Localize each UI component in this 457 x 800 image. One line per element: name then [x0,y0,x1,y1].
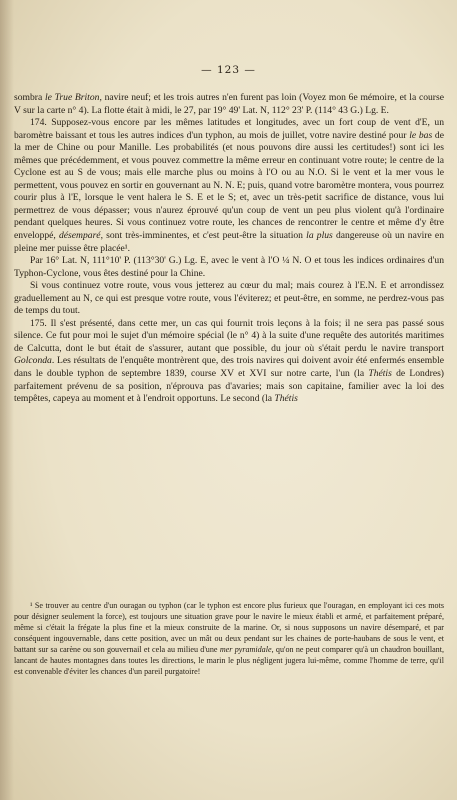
paragraph-1 [14,92,444,117]
italic-run: désemparé [59,230,101,242]
italic-run: Golconda [14,355,52,367]
text-run: de la mer de Chine ou pour Manille. Les probabilités (et nous pouvons dire aussi les certitudes!) sont ici les mêmes que précédemment, et vous pouvez commettre la même erreur en continuant votre route; le centre de la Cyclone est au S de vous; mais elle marche plus ou moins à l'O ou au N.O. Si le vent et la mer vous le permettent, vous pouvez en sortir en gouvernant au N. N. E; puis, quand votre baromètre montera, vous pourrez courir plus à l'E, lorsque le vent halera le S. E et le S; et, avec un très-petit sacrifice de distance, vous lui permettrez de vous dépasser; vous n'aurez éprouvé qu'un coup de vent un peu plus violent qu'à l'ordinaire pendant quelques heures. Si vous continuez votre route, les chances de rencontrer le centre et même d'y être enveloppé, [14,129,444,242]
footnote-area [14,600,444,677]
text-run: Si vous continuez votre route, vous vous jetterez au cœur du mal; mais courez à l'E.N. E et arrondissez graduellement au N, ce qui est presque votre route, vous l'éviterez; et peut-être, en somme, ne perdrez-vous pas de temps du tout. [14,280,444,317]
text-run: Par 16° Lat. N, 111°10' P. (113°30' G.) Lg. E, avec le vent à l'O ¼ N. O et tous les indices ordinaires d'un Typhon-Cyclone, vous êtes destiné pour la Chine. [14,255,444,279]
page-edge-shadow [0,0,14,800]
text-run: sombra [14,92,45,103]
paragraph-4 [14,280,444,318]
text-run: , sont très-imminentes, et c'est peut-être la situation [100,230,307,242]
text-run: , qu'on ne peut comparer qu'à un chaudron bouillant, lancant de hautes montagnes dans toutes les directions, le marin le plus négligent jugera lui-même, comme l'homme de terre, qu'il est convenable d'éviter les chances d'un pareil purgatoire! [14,645,444,677]
footnote-text [14,600,444,677]
paragraph-175 [14,318,444,406]
paragraph-3 [14,255,444,280]
footnote-1 [14,600,444,677]
text-run: ¹ Se trouver au centre d'un ouragan ou typhon (car le typhon est encore plus furieux que l'ouragan, en employant ici ces mots pour désigner seulement la force), est toujours une situation grave pour le navire le mieux établi et armé, et parfaitement préparé, même si c'était la frégate la plus fine et la mieux construite de la marine. Or, si nous supposons un navire désemparé, et par conséquent ingouvernable, dans cette position, avec un mât ou deux pendant sur les chaines de porte-haubans de sous le vent, et battant sur sa carène ou son gouvernail et cela au milieu d'une [14,601,444,655]
paragraph-174 [14,117,444,255]
italic-run: Thétis [368,368,392,380]
main-text [14,92,444,406]
text-run: de Londres) parfaitement prévenu de sa position, n'éprouva pas d'avaries; mais son capitaine, familier avec la loi des tempêtes, capeya au moment et à l'endroit opportuns. Le second (la [14,368,445,405]
italic-run: la plus [306,230,333,242]
page-number: — 123 — [201,64,256,76]
text-run: , navire neuf; et les trois autres n'en furent pas loin (Voyez mon 6e mémoire, et la course V sur la carte n° 4). La flotte était à midi, le 27, par 19° 49' Lat. N, 112° 23' P. (114° 43 G.) Lg. E. [14,92,444,116]
italic-run: le True Briton [44,92,100,103]
italic-run: Thétis [274,393,298,405]
text-run: 175. Il s'est présenté, dans cette mer, un cas qui fournit trois leçons à la fois; il ne sera pas passé sous silence. Ce fut pour moi le sujet d'un mémoire spécial (le n° 4) à la suite d'une requête des autorités maritimes de Calcutta, dont le but était de s'assurer, autant que possible, du jour où s'était perdu le navire transport [14,317,444,354]
text-run: . Les résultats de l'enquête montrèrent que, des trois navires qui doivent avoir été enfermés ensemble dans le double typhon de septembre 1839, course XV et XVI sur notre carte, l'un (la [14,355,444,380]
italic-run: le bas [409,129,433,141]
text-run: 174. Supposez-vous encore par les mêmes latitudes et longitudes, avec un fort coup de vent d'E, un baromètre baissant et tous les autres indices d'un typhon, au mois de juillet, votre navire destiné pour [14,117,444,141]
text-run: dangereuse où un navire en pleine mer puisse être placée¹. [14,230,444,254]
italic-run: mer pyramidale [219,645,272,655]
